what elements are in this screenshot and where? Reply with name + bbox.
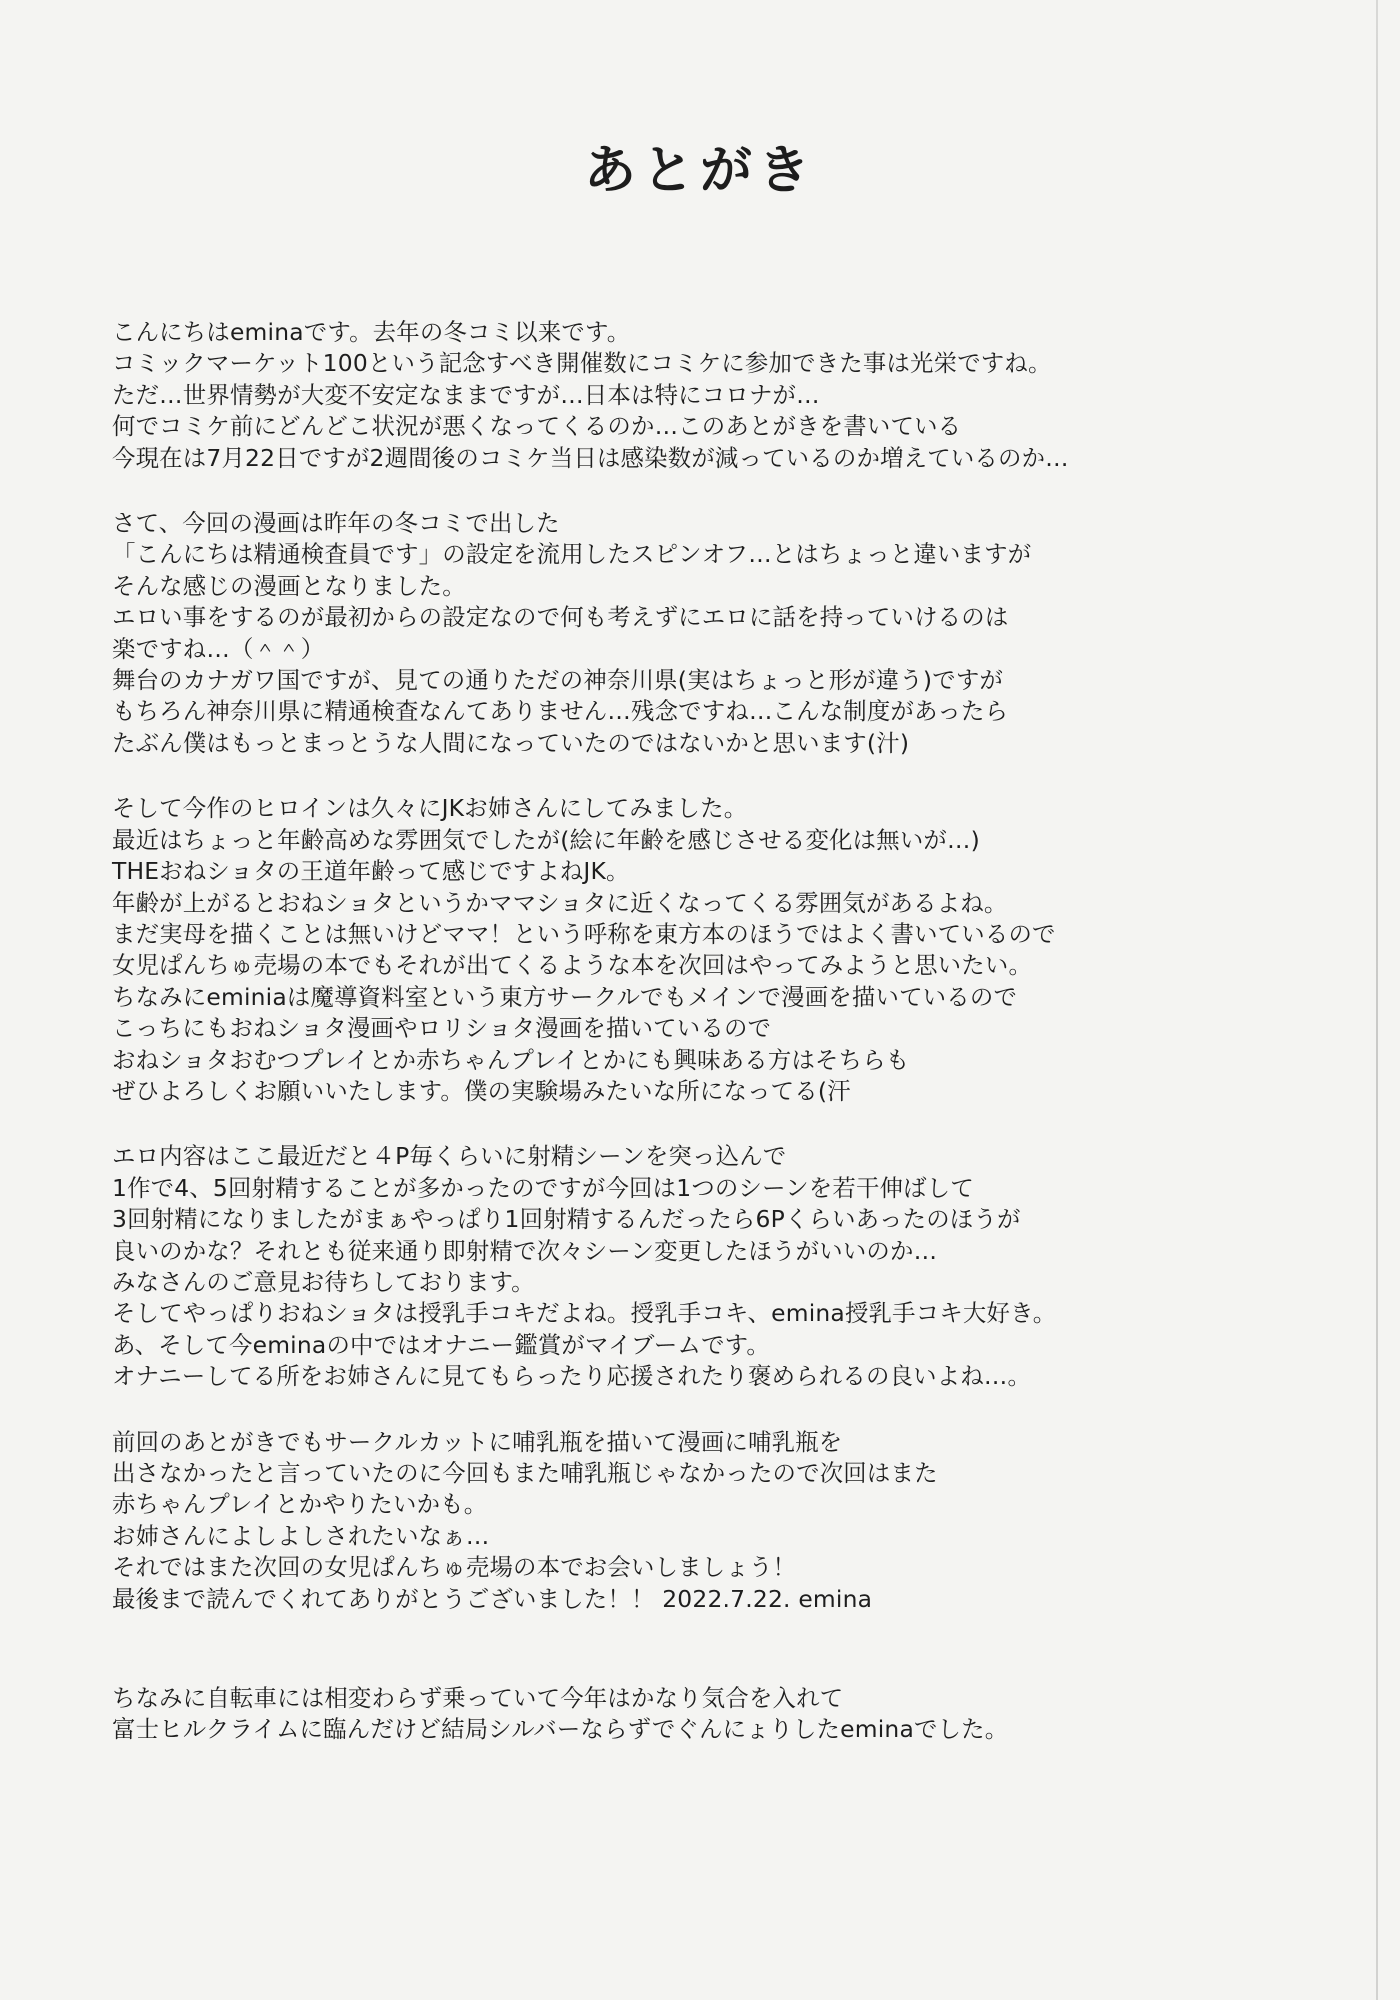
- text-line: 年齢が上がるとおねショタというかママショタに近くなってくる雰囲気があるよね。: [112, 888, 1008, 917]
- paragraph-heroine: [112, 793, 1292, 1107]
- afterword-body: [112, 317, 1292, 1780]
- text-line: こんにちはeminaです。去年の冬コミ以来です。: [112, 318, 631, 346]
- text-line: オナニーしてる所をお姉さんに見てもらったり応援されたり褒められるの良いよね…。: [112, 1362, 1032, 1391]
- text-line: おねショタおむつプレイとか赤ちゃんプレイとかにも興味ある方はそちらも: [112, 1045, 910, 1074]
- text-line: お姉さんによしよしされたいなぁ…: [112, 1521, 490, 1550]
- text-line: みなさんのご意見お待ちしております。: [112, 1267, 535, 1296]
- text-line: 楽ですね…（＾＾）: [112, 634, 325, 663]
- text-line: あ、そして今eminaの中ではオナニー鑑賞がマイブームです。: [112, 1330, 770, 1359]
- text-line: 今現在は7月22日ですが2週間後のコミケ当日は感染数が減っているのか増えているのか…: [112, 443, 1069, 472]
- text-line: THEおねショタの王道年齢って感じですよねJK。: [112, 857, 630, 886]
- text-line: たぶん僕はもっとまっとうな人間になっていたのではないかと思います(汁): [112, 728, 910, 757]
- paragraph-about-manga: [112, 508, 1292, 759]
- text-line: ちなみにeminiaは魔導資料室という東方サークルでもメインで漫画を描いているので: [112, 982, 1018, 1011]
- text-line: エロい事をするのが最初からの設定なので何も考えずにエロに話を持っていけるのは: [112, 603, 1009, 632]
- text-line: 前回のあとがきでもサークルカットに哺乳瓶を描いて漫画に哺乳瓶を: [112, 1427, 843, 1456]
- text-line: 赤ちゃんプレイとかやりたいかも。: [112, 1490, 488, 1519]
- text-line: 出さなかったと言っていたのに今回もまた哺乳瓶じゃなかったので次回はまた: [112, 1459, 938, 1487]
- text-line: ちなみに自転車には相変わらず乗っていて今年はかなり気合を入れて: [112, 1684, 844, 1713]
- text-line: そんな感じの漫画となりました。: [112, 571, 466, 600]
- text-line: 良いのかな？それとも従来通り即射精で次々シーン変更したほうがいいのか…: [112, 1236, 938, 1265]
- text-line: コミックマーケット100という記念すべき開催数にコミケに参加できた事は光栄ですね。: [112, 349, 1052, 378]
- text-line: それではまた次回の女児ぱんちゅ売場の本でお会いしましょう！: [112, 1553, 797, 1582]
- paragraph-greeting: [112, 317, 1292, 474]
- text-line: 舞台のカナガワ国ですが、見ての通りただの神奈川県(実はちょっと形が違う)ですが: [112, 666, 1004, 695]
- text-line: そしてやっぱりおねショタは授乳手コキだよね。授乳手コキ、emina授乳手コキ大好き。: [112, 1299, 1057, 1328]
- page-edge: [1376, 0, 1378, 2000]
- text-line: まだ実母を描くことは無いけどママ！という呼称を東方本のほうではよく書いているので: [112, 919, 1056, 948]
- text-line: 1作で4、5回射精することが多かったのですが今回は1つのシーンを若干伸ばして: [112, 1173, 974, 1202]
- text-line: ぜひよろしくお願いいたします。僕の実験場みたいな所になってる(汗: [112, 1076, 851, 1105]
- text-line: 富士ヒルクライムに臨んだけど結局シルバーならずでぐんにょりしたeminaでした。: [112, 1715, 1009, 1744]
- page-title: あとがき: [583, 140, 816, 201]
- text-line: もちろん神奈川県に精通検査なんてありません…残念ですね…こんな制度があったら: [112, 697, 1009, 726]
- paragraph-content: [112, 1141, 1292, 1392]
- text-line: そして今作のヒロインは久々にJKお姉さんにしてみました。: [112, 794, 748, 823]
- text-line: エロ内容はここ最近だと４P毎くらいに射精シーンを突っ込んで: [112, 1142, 787, 1171]
- text-line: 何でコミケ前にどんどこ状況が悪くなってくるのか…このあとがきを書いている: [112, 412, 962, 441]
- text-line: 3回射精になりましたがまぁやっぱり1回射精するんだったら6Pくらいあったのほうが: [112, 1205, 1021, 1234]
- text-line: ただ…世界情勢が大変不安定なままですが…日本は特にコロナが…: [112, 380, 820, 409]
- text-line: こっちにもおねショタ漫画やロリショタ漫画を描いているので: [112, 1014, 772, 1043]
- paragraph-postscript: [112, 1683, 1292, 1746]
- text-line: 最近はちょっと年齢高めな雰囲気でしたが(絵に年齢を感じさせる変化は無いが…): [112, 825, 980, 854]
- paragraph-closing: [112, 1427, 1292, 1615]
- text-line: 「こんにちは精通検査員です」の設定を流用したスピンオフ…とはちょっと違いますが: [112, 540, 1032, 569]
- signature-line: 最後まで読んでくれてありがとうございました！！ 2022.7.22. emina: [112, 1584, 873, 1613]
- text-line: さて、今回の漫画は昨年の冬コミで出した: [112, 509, 560, 538]
- text-line: 女児ぱんちゅ売場の本でもそれが出てくるような本を次回はやってみようと思いたい。: [112, 951, 1033, 980]
